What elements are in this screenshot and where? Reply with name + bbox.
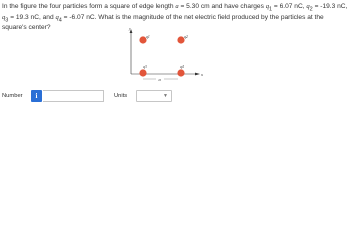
info-icon[interactable]: i [31,90,42,102]
q3-value: = 19.3 nC, and [8,13,56,21]
q2-subscript: 2 [309,6,313,13]
q3-symbol: q [2,13,6,21]
q1-subscript: 1 [269,6,273,13]
units-select[interactable] [136,90,172,102]
a-value: = 5.30 cm and have charges [178,3,266,10]
label-q4: q4 [180,65,184,69]
particle-q3 [139,69,146,76]
q2-symbol: q [306,3,310,10]
chevron-down-icon: ▼ [163,93,168,99]
edge-length-label: a [158,77,161,82]
q4-value-and-question: = -6.07 nC. What is the magnitude of the net electric field produced by the particles at the square's center? [2,13,324,32]
q3-subscript: 3 [5,17,9,24]
q4-subscript: 4 [58,17,62,24]
number-input[interactable] [43,90,104,102]
question-intro: In the figure the four particles form a square of edge length [2,3,176,10]
x-axis-arrow [195,73,200,76]
q4-symbol: q [55,13,59,21]
q2-value: = -19.3 nC, [312,3,348,10]
q1-symbol: q [265,3,270,10]
x-axis-label: x [201,72,203,77]
figure-svg [120,28,230,86]
label-q3: q3 [143,65,147,69]
units-label: Units [114,93,128,99]
answer-row [0,90,350,103]
label-q1: q1 [146,35,150,39]
y-axis-label: y [129,28,131,31]
a-symbol: a [175,3,179,10]
particle-q4 [177,69,184,76]
square-charge-figure [120,28,230,86]
label-q2: q2 [184,35,188,39]
number-label: Number [2,93,23,99]
q1-value: = 6.07 nC, [272,3,307,10]
